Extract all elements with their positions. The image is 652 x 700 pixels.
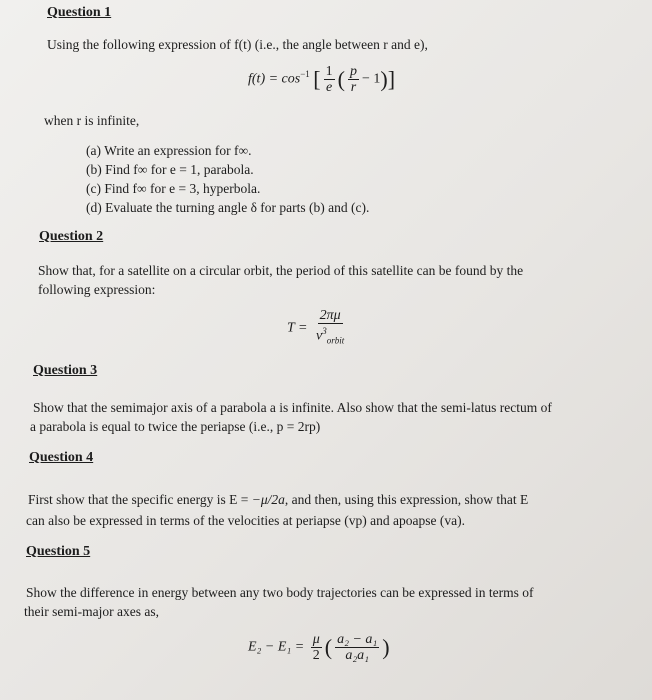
q2-line1: Show that, for a satellite on a circular orbit, the period of this satellite can be found by the	[38, 263, 524, 278]
q4-line2: can also be expressed in terms of the velocities at periapse (vp) and apoapse (va).	[26, 513, 465, 528]
q1-formula-lhs: f(t) = cos	[248, 71, 301, 87]
q1-intro: Using the following expression of f(t) (i.e., the angle between r and e),	[47, 37, 428, 52]
q2-formula-num: 2πμ	[319, 308, 341, 323]
q4-energy-frac: −μ/2a	[251, 492, 285, 507]
q5-frac2-den: a₂a₁	[345, 648, 370, 663]
q3-line2: a parabola is equal to twice the periapse (i.e., p = 2rp)	[30, 419, 321, 434]
q1-formula	[248, 64, 395, 95]
q5-frac1-num: μ	[312, 632, 320, 647]
q3-line1: Show that the semimajor axis of a parabola a is infinite. Also show that the semi-latus rectum of	[33, 400, 552, 415]
q2-line2: following expression:	[38, 282, 156, 297]
q2-formula-den-sup: 3	[322, 326, 327, 336]
q5-paren-open: (	[324, 634, 333, 660]
q5-paren-close: )	[382, 634, 390, 660]
q2-formula-lhs: T =	[287, 320, 308, 336]
q1-item-c: (c) Find f∞ for e = 3, hyperbola.	[86, 181, 261, 196]
q1-heading: Question 1	[47, 5, 112, 20]
q1-frac2-num: p	[349, 64, 357, 79]
q1-frac1-num: 1	[325, 64, 333, 79]
q5-heading: Question 5	[26, 544, 91, 559]
q5-formula-lhs: E₂ − E₁ =	[248, 639, 305, 655]
q3-heading: Question 3	[33, 363, 98, 378]
q5-line1: Show the difference in energy between any two body trajectories can be expressed in terms of	[26, 585, 534, 600]
q2-formula-den-sub: orbit	[326, 335, 345, 346]
q1-frac2-den: r	[350, 80, 357, 95]
q5-line2: their semi-major axes as,	[24, 604, 159, 619]
q5-formula	[248, 632, 390, 663]
q1-item-b: (b) Find f∞ for e = 1, parabola.	[86, 162, 254, 177]
q1-bracket-open: [	[313, 66, 321, 92]
q1-when: when r is infinite,	[44, 113, 140, 128]
q1-formula-tail: − 1	[361, 71, 381, 87]
q1-paren-close: )	[380, 66, 388, 92]
q2-formula	[287, 308, 349, 348]
q1-bracket-close: ]	[387, 66, 396, 92]
q1-item-d: (d) Evaluate the turning angle δ for parts (b) and (c).	[86, 200, 370, 215]
q2-heading: Question 2	[39, 229, 104, 244]
q1-item-a: (a) Write an expression for f∞.	[86, 143, 252, 158]
q2-formula-den-base: v	[315, 328, 323, 344]
q1-frac1-den: e	[326, 80, 333, 95]
q4-line1	[28, 490, 528, 509]
q1-paren-open: (	[337, 66, 345, 92]
q5-frac1-den: 2	[312, 648, 320, 663]
q4-heading: Question 4	[29, 450, 94, 465]
q5-frac2-num: a₂ − a₁	[337, 632, 378, 647]
q4-line1-b: , and then, using this expression, show that E	[284, 492, 529, 507]
q1-formula-sup: −1	[300, 69, 310, 80]
q4-line1-a: First show that the specific energy is E =	[28, 492, 252, 507]
